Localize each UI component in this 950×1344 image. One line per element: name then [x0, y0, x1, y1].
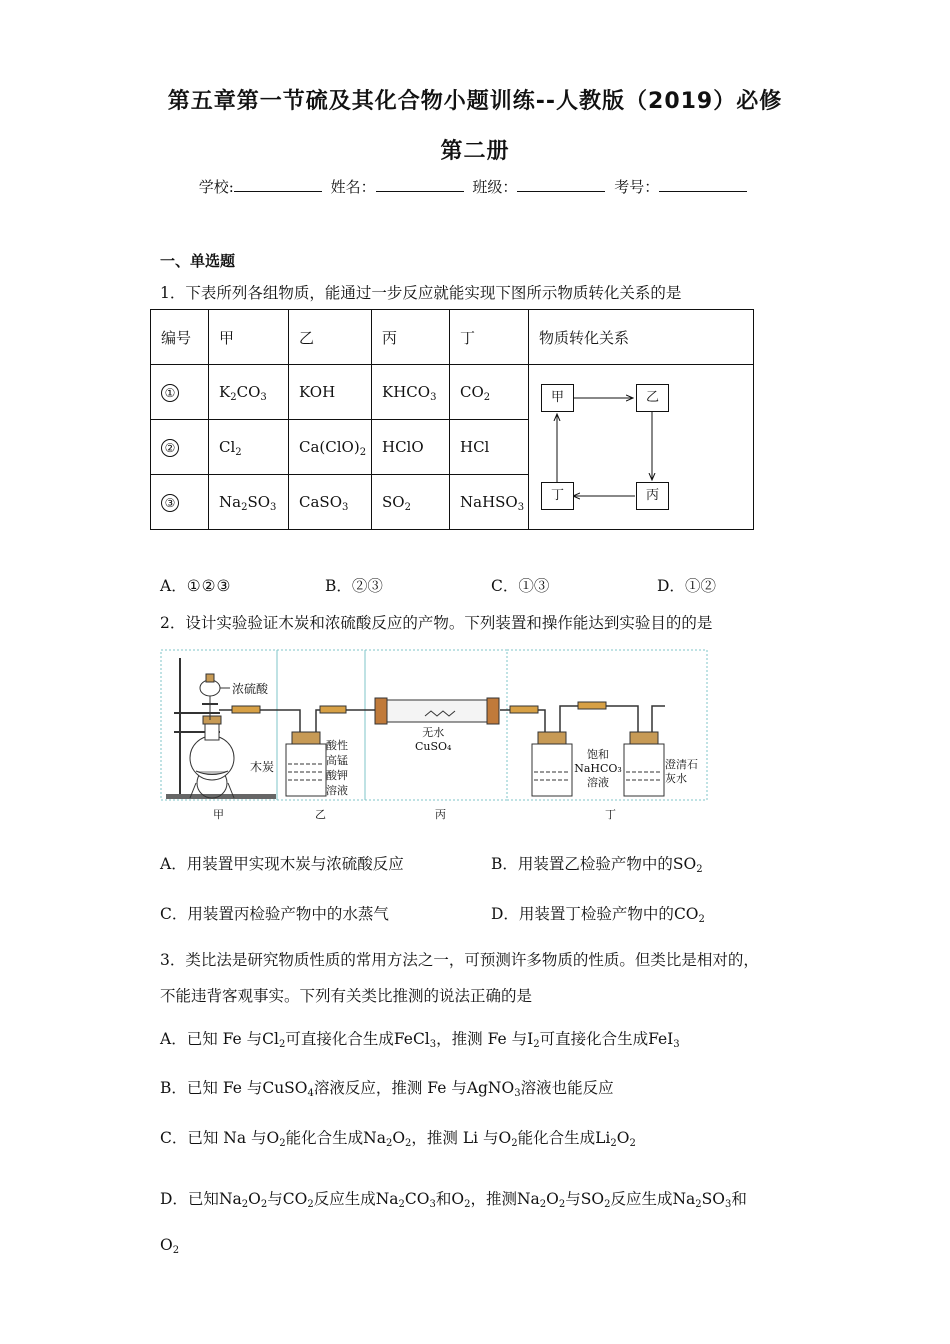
page-title-line2: 第二册: [440, 139, 510, 164]
cell-bing: $KHCO_3$: [372, 365, 450, 420]
caption-ding: 丁: [605, 808, 616, 821]
page-title-line1: 第五章第一节硫及其化合物小题训练--人教版（2019）必修: [167, 89, 783, 114]
cell-ding: NaHSO$_3$: [450, 475, 529, 530]
label-cuso4: 无水 CuSO₄: [415, 726, 452, 753]
q1-stem: 1．下表所列各组物质，能通过一步反应就能实现下图所示物质转化关系的是: [160, 284, 682, 302]
header-cell: 物质转化关系: [529, 310, 754, 365]
cell-ding: HCl: [450, 420, 529, 475]
cell-yi: $Ca(ClO)_2$: [289, 420, 372, 475]
label-kmno4: 酸性 高锰 酸钾 溶液: [326, 739, 348, 797]
q1-option-d[interactable]: D．①②: [657, 577, 716, 595]
label-limewater: 澄清石 灰水: [665, 758, 698, 785]
q3-option-a[interactable]: A．已知 Fe 与$Cl_2$可直接化合生成FeCl$_3$，推测 Fe 与$I_2$可直接化合生成FeI$_3$: [160, 1030, 680, 1050]
q1-option-a[interactable]: A．①②③: [160, 577, 232, 595]
label-carbon: 木炭: [250, 760, 275, 774]
row-no: ①: [151, 365, 209, 420]
exam-no-field[interactable]: [659, 177, 747, 192]
q2-stem: 2．设计实验验证木炭和浓硫酸反应的产物。下列装置和操作能达到实验目的的是: [160, 614, 713, 632]
class-field[interactable]: [517, 177, 605, 192]
cell-ding: $CO_2$: [450, 365, 529, 420]
header-cell: 编号: [151, 310, 209, 365]
header-cell: 丙: [372, 310, 450, 365]
q2-option-d[interactable]: D．用装置丁检验产物中的$CO_2$: [491, 905, 705, 925]
q1-table: [150, 309, 754, 530]
q1-option-b[interactable]: B．②③: [325, 577, 383, 595]
node-bing: 丙: [636, 482, 669, 510]
row-no: ③: [151, 475, 209, 530]
name-field[interactable]: [376, 177, 464, 192]
school-label: 学校:: [198, 178, 234, 196]
cell-yi: CaSO$_3$: [289, 475, 372, 530]
apparatus-figure: [160, 648, 710, 823]
q2-option-b[interactable]: B．用装置乙检验产物中的$SO_2$: [491, 855, 703, 875]
table-header-row: [151, 310, 754, 365]
exam-no-label: 考号：: [614, 178, 660, 196]
header-cell: 甲: [209, 310, 289, 365]
caption-bing: 丙: [435, 808, 446, 821]
section-title: 一、单选题: [160, 252, 236, 270]
q2-option-a[interactable]: A．用装置甲实现木炭与浓硫酸反应: [160, 855, 404, 873]
class-label: 班级：: [472, 178, 518, 196]
conversion-diagram: [529, 365, 754, 530]
node-jia: 甲: [541, 384, 574, 412]
label-acid: 浓硫酸: [232, 682, 269, 696]
student-info: [0, 176, 950, 197]
header-cell: 丁: [450, 310, 529, 365]
cell-jia: $Cl_2$: [209, 420, 289, 475]
cell-bing: $SO_2$: [372, 475, 450, 530]
q2-option-c[interactable]: C．用装置丙检验产物中的水蒸气: [160, 905, 389, 923]
q3-option-d[interactable]: D．已知$Na_2O_2$与$CO_2$反应生成$Na_2CO_3$和$O_2$，推测$Na_2O_2$与$SO_2$反应生成$Na_2SO_3$和 $O_2$: [160, 1190, 747, 1256]
header-cell: 乙: [289, 310, 372, 365]
caption-jia: 甲: [213, 808, 224, 821]
q3-option-c[interactable]: C．已知 Na 与$O_2$能化合生成$Na_2O_2$，推测 Li 与$O_2$能化合生成$Li_2O_2$: [160, 1129, 636, 1149]
row-no: ②: [151, 420, 209, 475]
cell-jia: $K_2CO_3$: [209, 365, 289, 420]
q3-option-b[interactable]: B．已知 Fe 与CuSO$_4$溶液反应，推测 Fe 与AgNO$_3$溶液也能反应: [160, 1079, 614, 1099]
cell-yi: KOH: [289, 365, 372, 420]
label-nahco3: 饱和 NaHCO₃ 溶液: [574, 748, 622, 789]
caption-yi: 乙: [315, 808, 326, 821]
q3-stem-line1: 3．类比法是研究物质性质的常用方法之一，可预测许多物质的性质。但类比是相对的，: [160, 951, 759, 969]
cell-bing: HClO: [372, 420, 450, 475]
table-row: [151, 365, 754, 420]
node-yi: 乙: [636, 384, 669, 412]
name-label: 姓名：: [330, 178, 376, 196]
school-field[interactable]: [234, 177, 322, 192]
q3-stem-line2: 不能违背客观事实。下列有关类比推测的说法正确的是: [160, 987, 533, 1005]
q1-option-c[interactable]: C．①③: [491, 577, 550, 595]
node-ding: 丁: [541, 482, 574, 510]
cell-jia: $Na_2SO_3$: [209, 475, 289, 530]
